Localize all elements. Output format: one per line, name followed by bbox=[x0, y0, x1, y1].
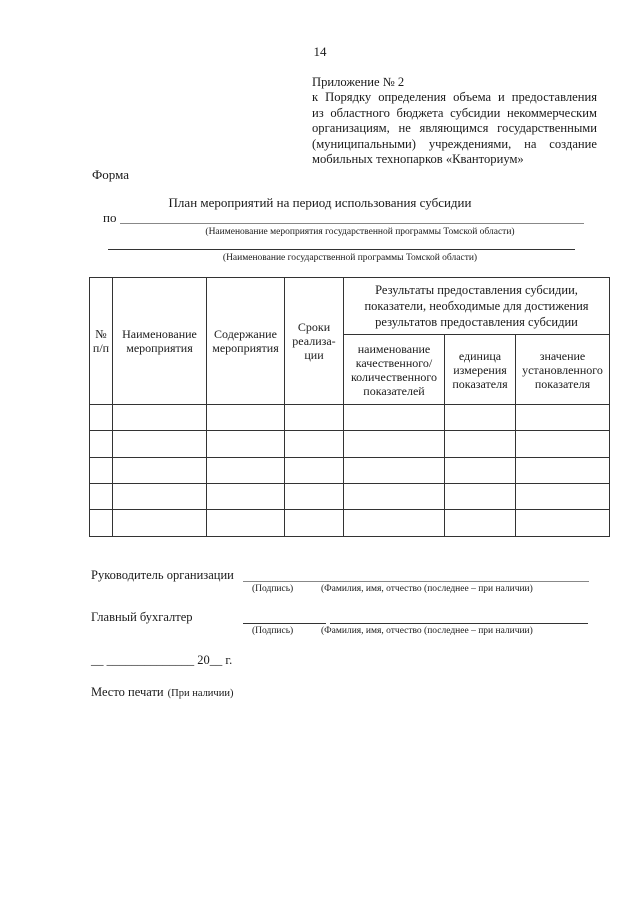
appendix-line: мобильных технопарков «Кванториум» bbox=[312, 152, 524, 167]
header-terms: Сроки реализа-ции bbox=[285, 278, 344, 405]
table-cell[interactable] bbox=[344, 510, 445, 537]
plan-table bbox=[89, 277, 610, 537]
table-cell[interactable] bbox=[207, 431, 285, 458]
accountant-fio-line[interactable] bbox=[330, 612, 588, 624]
table-row bbox=[90, 458, 610, 484]
table-cell[interactable] bbox=[285, 458, 344, 484]
table-row bbox=[90, 431, 610, 458]
table-cell[interactable] bbox=[445, 405, 516, 431]
table-cell[interactable] bbox=[445, 431, 516, 458]
accountant-sign-line[interactable] bbox=[243, 612, 326, 624]
table-cell[interactable] bbox=[113, 510, 207, 537]
table-cell[interactable] bbox=[90, 458, 113, 484]
header-event-name: Наименование мероприятия bbox=[113, 278, 207, 405]
table-cell[interactable] bbox=[516, 484, 610, 510]
table-cell[interactable] bbox=[113, 458, 207, 484]
head-label: Руководитель организации bbox=[91, 568, 234, 582]
table-cell[interactable] bbox=[113, 484, 207, 510]
seal-block bbox=[91, 683, 233, 701]
page-number: 14 bbox=[313, 44, 327, 59]
table-cell[interactable] bbox=[344, 484, 445, 510]
table-cell[interactable] bbox=[516, 510, 610, 537]
table-cell[interactable] bbox=[90, 405, 113, 431]
header-results-group: Результаты предоставления субсидии, показатели, необходимые для достижения результатов предоставления субсидии bbox=[344, 278, 610, 335]
table-cell[interactable] bbox=[285, 510, 344, 537]
table-header-row bbox=[90, 278, 610, 335]
table-cell[interactable] bbox=[207, 484, 285, 510]
table-cell[interactable] bbox=[445, 458, 516, 484]
table-cell[interactable] bbox=[445, 510, 516, 537]
appendix-line: к Порядку определения объема и предоставления bbox=[312, 90, 597, 105]
table-cell[interactable] bbox=[113, 405, 207, 431]
table-cell[interactable] bbox=[445, 484, 516, 510]
table-cell[interactable] bbox=[285, 431, 344, 458]
head-sign-caption: (Подпись) bbox=[252, 584, 294, 594]
appendix-line: Приложение № 2 bbox=[312, 75, 405, 89]
table-cell[interactable] bbox=[90, 431, 113, 458]
head-signature-line[interactable] bbox=[243, 568, 589, 582]
accountant-fio-caption: (Фамилия, имя, отчество (последнее – при наличии) bbox=[321, 626, 533, 636]
table-cell[interactable] bbox=[516, 458, 610, 484]
header-unit: единица измерения показателя bbox=[445, 335, 516, 405]
appendix-header bbox=[312, 75, 597, 167]
head-fio-caption: (Фамилия, имя, отчество (последнее – при наличии) bbox=[321, 584, 533, 594]
event-name-caption: (Наименование мероприятия государственной программы Томской области) bbox=[205, 227, 515, 237]
table-cell[interactable] bbox=[90, 510, 113, 537]
appendix-line: (муниципальными) учреждениями, на создание bbox=[312, 136, 597, 151]
table-cell[interactable] bbox=[90, 484, 113, 510]
table-cell[interactable] bbox=[516, 405, 610, 431]
table-cell[interactable] bbox=[344, 405, 445, 431]
table-row bbox=[90, 405, 610, 431]
table-cell[interactable] bbox=[207, 458, 285, 484]
seal-label: Место печати bbox=[91, 685, 164, 699]
table-cell[interactable] bbox=[344, 431, 445, 458]
header-value: значение установленного показателя bbox=[516, 335, 610, 405]
date-line[interactable]: __ ______________ 20__ г. bbox=[91, 653, 233, 667]
table-row bbox=[90, 484, 610, 510]
program-name-caption: (Наименование государственной программы Томской области) bbox=[222, 253, 478, 263]
header-num: № п/п bbox=[90, 278, 113, 405]
table-cell[interactable] bbox=[113, 431, 207, 458]
po-label: по bbox=[103, 210, 117, 225]
table-cell[interactable] bbox=[285, 405, 344, 431]
table-cell[interactable] bbox=[344, 458, 445, 484]
header-indicator-name: наименование качественного/ количественного показателей bbox=[344, 335, 445, 405]
appendix-line: организациям, не являющимся государственными bbox=[312, 121, 597, 136]
plan-title: План мероприятий на период использования субсидии bbox=[168, 195, 472, 210]
appendix-line: из областного бюджета субсидии некоммерческим bbox=[312, 105, 597, 120]
seal-note: (При наличии) bbox=[167, 688, 234, 699]
table-cell[interactable] bbox=[207, 510, 285, 537]
accountant-sign-caption: (Подпись) bbox=[252, 626, 294, 636]
table-cell[interactable] bbox=[285, 484, 344, 510]
table-row bbox=[90, 510, 610, 537]
table-cell[interactable] bbox=[516, 431, 610, 458]
form-label: Форма bbox=[92, 167, 129, 182]
header-content: Содержание мероприятия bbox=[207, 278, 285, 405]
accountant-label: Главный бухгалтер bbox=[91, 610, 193, 624]
table-cell[interactable] bbox=[207, 405, 285, 431]
program-name-line[interactable] bbox=[108, 235, 575, 250]
event-name-line[interactable] bbox=[120, 209, 584, 224]
